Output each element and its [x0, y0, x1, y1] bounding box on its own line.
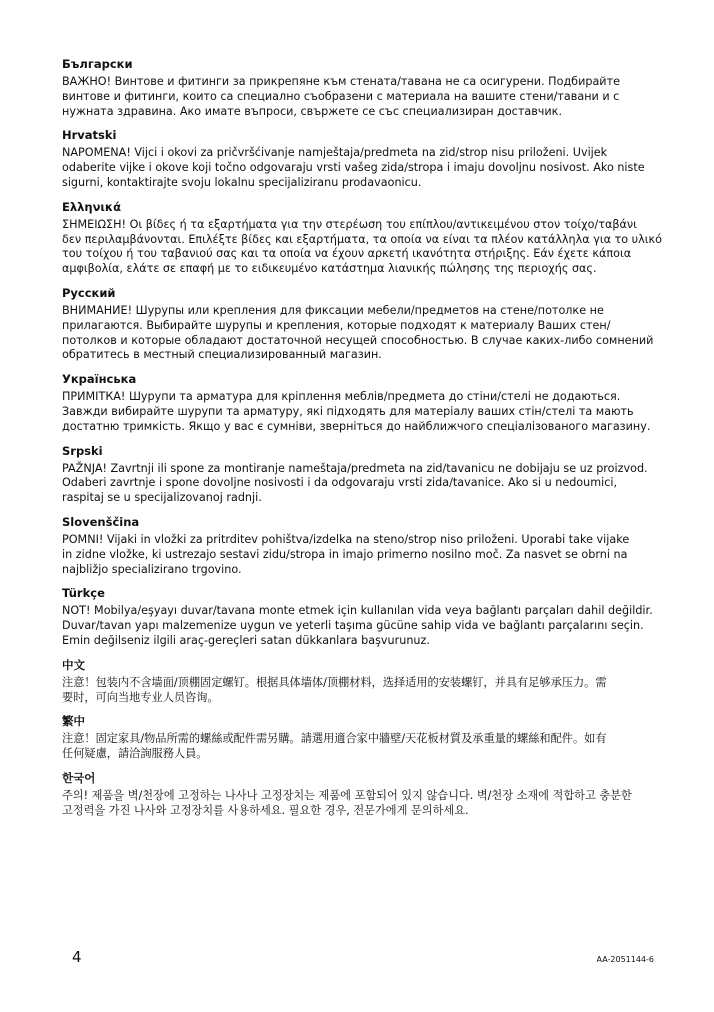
language-heading: Srpski [62, 443, 103, 458]
section-greek [62, 200, 662, 277]
language-heading: Hrvatski [62, 128, 117, 143]
warning-text: NAPOMENA! Vijci i okovi za pričvršćivanje namještaja/predmeta na zid/strop nisu priloženi. Uvijek odaberite vijke i okove koji točno odgovaraju vrsti vašeg zida/stropa i imaju dovoljnu nosivost. Ako niste sigurni, kontaktirajte svoju lokalnu specijaliziranu prodavaonicu. [62, 146, 645, 189]
warning-text: ВАЖНО! Винтове и фитинги за прикрепяне към стената/тавана не са осигурени. Подбирайте винтове и фитинги, които са специално съобразени с материала на вашите стени/тавани и с нужната здравина. Ако имате въпроси, свържете се със специализиран доставчик. [62, 75, 620, 118]
section-korean [62, 771, 662, 819]
language-heading: 繁中 [62, 714, 85, 729]
section-chinese-simplified [62, 658, 662, 706]
language-heading: Türkçe [62, 586, 105, 601]
warning-text: NOT! Mobilya/eşyayı duvar/tavana monte etmek için kullanılan vida veya bağlantı parçaları dahil değildir. Duvar/tavan yapı malzemenize uygun ve yeterli taşıma gücüne sahip vida ve bağlantı parçalarını seçin. Emin değilseniz ilgili araç-gereçleri satan dükkanlara başvurunuz. [62, 604, 653, 647]
language-heading: 中文 [62, 657, 85, 672]
section-croatian [62, 128, 662, 190]
warning-text: PAŽNJA! Zavrtnji ili spone za montiranje nameštaja/predmeta na zid/tavanicu ne dobijaju se uz proizvod. Odaberi zavrtnje i spone dovoljne nosivosti i da odgovaraju vrsti zida/tavanice. Ako si u nedoumici, raspitaj se u specijalizovanoj radnji. [62, 461, 648, 505]
section-bulgarian [62, 57, 662, 119]
warning-text: 注意！包装内不含墙面/顶棚固定螺钉。根据具体墙体/顶棚材料，选择适用的安装螺钉，并具有足够承压力。需 要时，可向当地专业人员咨询。 [62, 675, 607, 704]
warning-text: ВНИМАНИЕ! Шурупы или крепления для фиксации мебели/предметов на стене/потолке не прилагаются. Выбирайте шурупы и крепления, которые подходят к материалу Ваших стен/ потолков и которые обладают достаточной несущей способностью. В случае каких-либо сомнений обратитесь в местный специализированный магазин. [62, 303, 654, 362]
language-heading: 한국어 [62, 770, 96, 785]
warning-text: ΣΗΜΕΙΩΣΗ! Οι βίδες ή τα εξαρτήματα για την στερέωση του επίπλου/αντικειμένου στον τοίχο/ταβάνι δεν περιλαμβάνονται. Επιλέξτε βίδες και εξαρτήματα, τα οποία να είναι τα πλέον κατάλληλα για το υλικό του τοίχου ή του ταβανιού σας και τα οποία να έχουν αρκετή ικανότητα στήριξης. Εάν έχετε κάποια αμφιβολία, ελάτε σε επαφή με το ειδικευμένο κατάστημα λιανικής πώλησης της περιοχής σας. [62, 217, 662, 276]
language-heading: Русский [62, 285, 116, 300]
language-heading: Български [62, 57, 133, 71]
language-heading: Ελληνικά [62, 199, 121, 214]
section-chinese-traditional [62, 714, 662, 762]
warning-text: 注意！固定家具/物品所需的螺絲或配件需另購。請選用適合家中牆壁/天花板材質及承重量的螺絲和配件。如有 任何疑慮，請洽詢服務人員。 [62, 732, 607, 761]
document-code: AA-2051144-6 [596, 955, 654, 964]
page-number: 4 [72, 948, 82, 966]
section-slovenian [62, 515, 662, 577]
section-serbian [62, 444, 662, 506]
language-heading: Slovenščina [62, 514, 140, 529]
section-russian [62, 286, 662, 363]
section-ukrainian [62, 372, 662, 434]
language-heading: Українська [62, 372, 137, 387]
document-body [62, 57, 662, 828]
section-turkish [62, 586, 662, 648]
warning-text: POMNI! Vijaki in vložki za pritrditev pohištva/izdelka na steno/strop niso priloženi. Uporabi take vijake in zidne vložke, ki ustrezajo sestavi zidu/stropa in imajo primerno nosilno moč. Za nasvet se obrni na najbližjo specializirano trgovino. [62, 532, 630, 576]
warning-text: ПРИМІТКА! Шурупи та арматура для кріплення меблів/предмета до стіни/стелі не додаються. Завжди вибирайте шурупи та арматуру, які підходять для матеріалу ваших стін/стелі та мають достатню тримкість. Якщо у вас є сумніви, зверніться до найближчого спеціалізованого магазину. [62, 390, 651, 433]
warning-text: 주의! 제품을 벽/천장에 고정하는 나사나 고정장치는 제품에 포함되어 있지 않습니다. 벽/천장 소재에 적합하고 충분한 고정력을 가진 나사와 고정장치를 사용하세요. 필요한 경우, 전문가에게 문의하세요. [62, 788, 632, 817]
